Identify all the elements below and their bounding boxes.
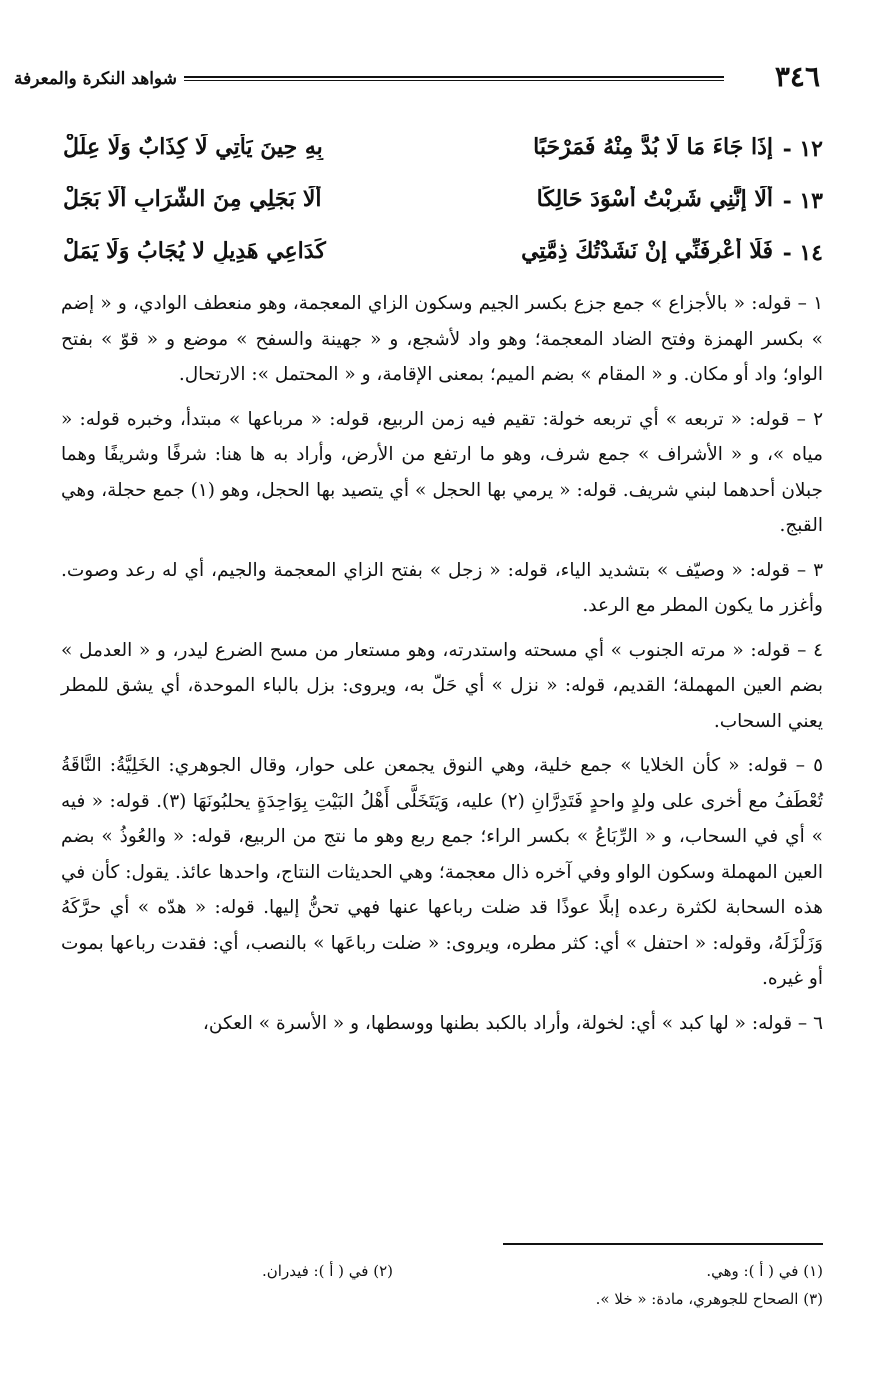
verse-number: ١٣ - — [782, 188, 823, 214]
commentary-paragraph: ١ – قوله: « بالأجزاع » جمع جزع بكسر الجيم وسكون الزاي المعجمة، وهو منعطف الوادي، و « إضم » بكسر الهمزة وفتح الضاد المعجمة؛ وهو واد لأشجع، و « جهينة والسفح » موضع و « قوّ » بفتح الواو؛ واد أو مكان. و « المقام » بضم الميم؛ بمعنى الإقامة، و « المحتمل »: الارتحال. — [61, 293, 823, 385]
footnote-row — [61, 1262, 823, 1290]
running-title: شواهد النكرة والمعرفة — [14, 69, 177, 89]
verse-number: ١٢ - — [782, 136, 823, 162]
commentary-paragraph: ٢ – قوله: « تربعه » أي تربعه خولة: تقيم فيه زمن الربيع، قوله: « مرباعها » مبتدأ، وخبره قوله: « مياه »، و « الأشراف » جمع شرف، وهو ما ارتفع من الأرض، وأراد به ها هنا: شرفًا وشريفًا وهما جبلان أحدهما لبني شريف. قوله: « يرمي بها الحجل » أي يتصيد بها الحجل، وهو (١) جمع حجلة، وهي القبج. — [61, 408, 823, 536]
commentary-paragraph: ٣ – قوله: « وصيّف » بتشديد الياء، قوله: « زجل » بفتح الزاي المعجمة والجيم، أي له رعد وصوت. وأغزر ما يكون المطر مع الرعد. — [61, 559, 823, 616]
footnotes — [61, 1262, 823, 1318]
commentary-section — [61, 286, 823, 1050]
commentary-paragraph: ٦ – قوله: « لها كبد » أي: لخولة، وأراد بالكبد بطنها ووسطها، و « الأسرة » العكن، — [202, 1012, 823, 1034]
verse-block — [63, 130, 823, 286]
header-rule — [184, 76, 724, 81]
footnote-rule — [503, 1243, 823, 1245]
verse-first-hemistich: أَلَا إِنَّنِي شَرِبْتُ أَسْوَدَ حَالِكًا — [536, 186, 773, 212]
footnote-3: (٣) الصحاح للجوهري، مادة: « خلا ». — [595, 1290, 823, 1308]
verse-line — [63, 182, 823, 234]
verse-second-hemistich: أَلَا بَجَلِي مِنَ الشَّرَابِ أَلَا بَجَلْ — [63, 186, 322, 212]
footnote-2: (٢) في ( أ ): فيدران. — [262, 1262, 393, 1280]
verse-second-hemistich: كَدَاعِي هَدِيلٍ لا يُجَابُ وَلَا يَمَلْ — [63, 238, 326, 264]
verse-first-hemistich: إِذَا جَاءَ مَا لَا بُدَّ مِنْهُ فَمَرْحَبًا — [533, 134, 773, 160]
verse-second-hemistich: بِهِ حِينَ يَأْتِي لَا كِذَابٌ وَلَا عِلَلْ — [63, 134, 323, 160]
footnote-row — [61, 1290, 823, 1318]
verse-first-hemistich: فَلَا أَعْرِفَنِّي إِنْ نَشَدْتُكَ ذِمَّتِي — [521, 238, 773, 264]
footnote-1: (١) في ( أ ): وهي. — [706, 1262, 823, 1280]
verse-number: ١٤ - — [782, 240, 823, 266]
verse-line — [63, 234, 823, 286]
running-header — [14, 60, 820, 100]
commentary-paragraph: ٤ – قوله: « مرته الجنوب » أي مسحته واستدرته، وهو مستعار من مسح الضرع ليدر، و « العدمل » بضم العين المهملة؛ القديم، قوله: « نزل » أي حَلّ به، ويروى: بزل بالباء الموحدة، أي يشق للمطر يعني السحاب. — [61, 639, 823, 732]
commentary-paragraph: ٥ – قوله: « كأن الخلايا » جمع خلية، وهي النوق يجمعن على حوار، وقال الجوهري: الخَلِيَّةُ: النَّاقَةُ تُعْطَفُ مع أخرى على ولدٍ واحدٍ فَتَدِرَّانِ (٢) عليه، وَيَتَخَلَّى أَهْلُ البَيْتِ بِوَاحِدَةٍ يحلبُونَهَا (٣). قوله: « فيه » أي في السحاب، و « الرِّبَاعُ » بكسر الراء؛ جمع ربع وهو ما نتج من الربيع، قوله: « والعُوذُ » بضم العين المهملة وسكون الواو وفي آخره ذال معجمة؛ وهي الحديثات النتاج، واحدها عائذ. يقول: كأن في هذه السحابة لكثرة رعده إبلًا عوذًا قد ضلت رباعها عنها فهي تحنُّ إليها. قوله: « هدّه » أي حرَّكَهُ وَزَلْزَلَهُ، وقوله: « احتفل » أي: كثر مطره، ويروى: « ضلت رباعَها » بالنصب، أي: فقدت رباعها بموت أو غيره. — [61, 755, 823, 989]
verse-line — [63, 130, 823, 182]
page-number: ٣٤٦ — [774, 60, 820, 93]
